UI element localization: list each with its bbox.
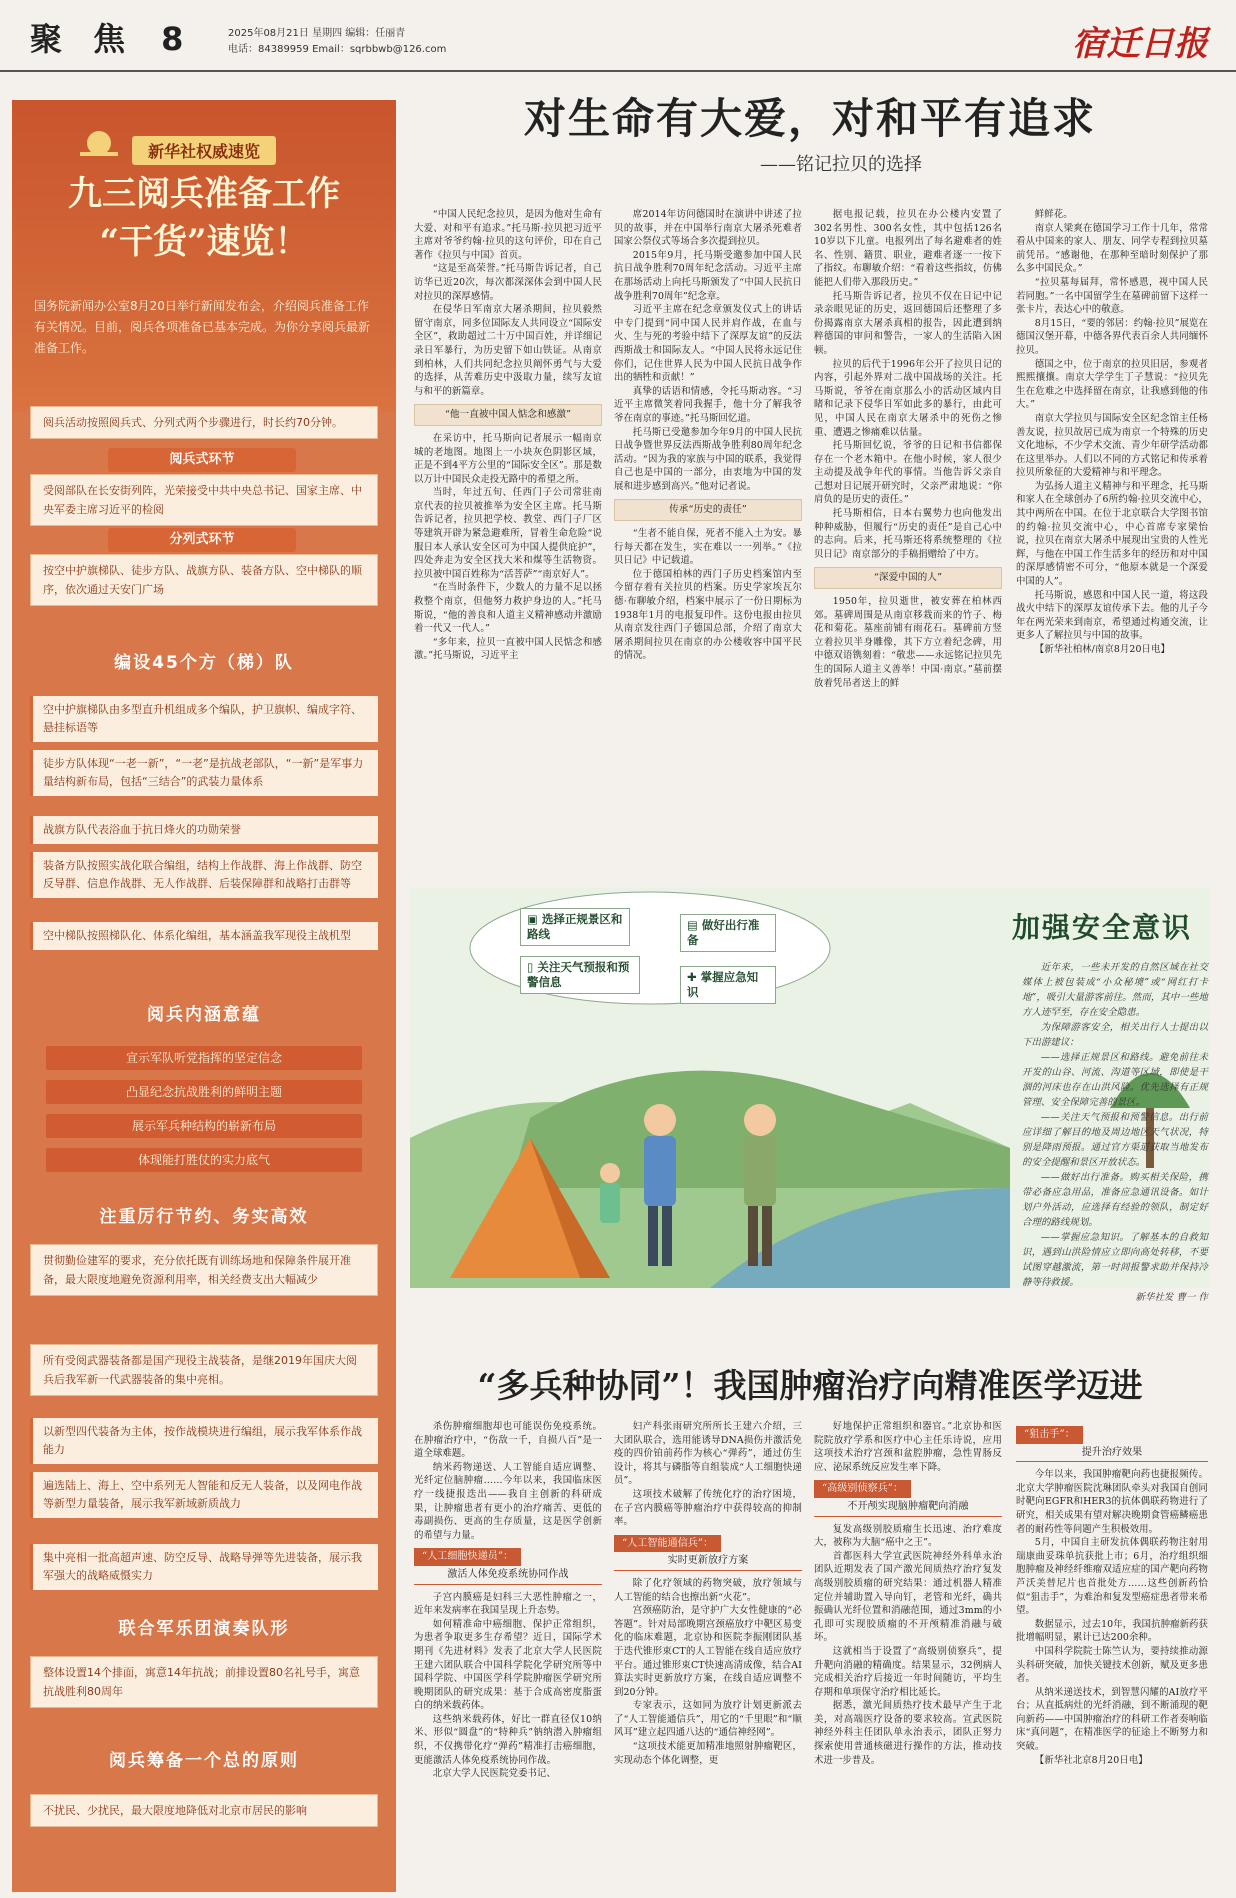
paragraph: 托马斯告诉记者，拉贝不仅在日记中记录亲眼见证的历史，返回德国后还整理了多份揭露南京大屠杀真相的报告，因此遭到纳粹德国的审问和警告，一家人的生活陷入困顿。 bbox=[814, 290, 1002, 356]
section-tag: “人工细胞快递员”： bbox=[414, 1548, 521, 1566]
article2-column-1 bbox=[414, 1420, 602, 1781]
paragraph: 当时，年过五旬、任西门子公司常驻南京代表的拉贝被推举为安全区主席。托马斯告诉记者，拉贝把学校、教堂、西门子厂区等建筑开辟为紧急避难所，冒着生命危险“说服日本人承认安全区可为中国人提供庇护”，四处奔走为安全区找大米和煤等生活物资。拉贝被中国百姓称为“活菩萨”“南京好人”。 bbox=[414, 487, 602, 580]
paragraph: 据悉，激光间质热疗技术最早产生于北美，对高端医疗设备的要求较高。宣武医院神经外科主任团队单永治表示，团队正努力探索使用普通核磁进行操作的方法，推动技术进一步普及。 bbox=[814, 1700, 1002, 1766]
paragraph: 1950年，拉贝逝世，被安葬在柏林西郊。墓碑周围是从南京移栽而来的竹子、梅花和菊花。墓座前铺有雨花石。墓碑前方竖立着拉贝半身雕像，其下方立着纪念碑，用中德双语镌刻着：“敬悲——永远铭记拉贝先生的国际人道主义善举！中国·南京。”墓前摆放着凭吊者送上的鲜 bbox=[814, 596, 1002, 689]
meaning-bar: 凸显纪念抗战胜利的鲜明主题 bbox=[46, 1080, 362, 1104]
formation-item: 战旗方队代表浴血于抗日烽火的功勋荣誉 bbox=[30, 816, 378, 844]
section-tag: “人工智能通信兵”： bbox=[614, 1535, 721, 1553]
section-tag: “狙击手”： bbox=[1016, 1426, 1083, 1444]
paragraph: 拉贝的后代于1996年公开了拉贝日记的内容，引起外界对二战中国战场的关注。托马斯说，爷爷在南京那么小的活动区域内目睹和记录下侵华日军如此多的暴行，由此可见，中国人民在南京大屠杀中的死伤之惨重、遭遇之惨痛难以估量。 bbox=[814, 358, 1002, 438]
illustration-text bbox=[1022, 960, 1208, 1305]
article2-column-4 bbox=[1016, 1420, 1208, 1767]
paragraph: 首都医科大学宣武医院神经外科单永治团队近期发表了国产激光间质热疗治疗复发高级别胶质瘤的研究结果：通过机器人精准定位并辅助置入导向钉，老管和光纤，确共振确认光纤位置和消融范围，通过3mm的小孔即可实现胶质瘤的不开颅精准消融与破坏。 bbox=[814, 1550, 1002, 1644]
masthead bbox=[0, 0, 1236, 72]
illustration-title: 加强安全意识 bbox=[1012, 911, 1193, 944]
paragraph: “中国人民纪念拉贝，是因为他对生命有大爱、对和平有追求。”托马斯·拉贝把习近平主席对爷爷约翰·拉贝的这句评价，印在自己著作《拉贝与中国》首页。 bbox=[414, 209, 602, 261]
paragraph: “这项技术能更加精准地照射肿瘤靶区，实现动态个体化调整，更 bbox=[614, 1741, 802, 1766]
paragraph: 托马斯说，感恩和中国人民一道，将这段战火中结下的深厚友谊传承下去。他的儿子今年在两光荣来到南京，希望通过构通交流，让更多人了解拉贝与中国的故事。 bbox=[1016, 589, 1208, 642]
sidebar-title: 九三阅兵准备工作 “干货”速览！ bbox=[68, 174, 340, 262]
section-subhead: 不开颅实现脑肿瘤靶向消融 bbox=[814, 1500, 1002, 1517]
paragraph: “多年来，拉贝一直被中国人民惦念和感激。”托马斯说，习近平主 bbox=[414, 636, 602, 662]
newspaper-logo: 宿迁日报 bbox=[1072, 24, 1208, 64]
paragraph: “拉贝墓每届拜，常怀感恩，视中国人民若同胞。”一名中国留学生在墓碑前留下这样一张卡片，表达心中的敬意。 bbox=[1016, 276, 1208, 316]
paragraph: 宫颈癌防治，是守护广大女性健康的“必答题”。针对局部晚期宫颈癌放疗中靶区易变化的临床难题，北京协和医院李振刚团队基于迭代锥形束CT的人工智能在线自适应放疗平台。通过锥形束CT快速高清成像，结合AI算法实时更新放疗方案，在线自适应调整不到20分钟。 bbox=[614, 1605, 802, 1698]
equipment-item: 遍选陆上、海上、空中系列无人智能和反无人装备，以及网电作战等新型力量装备，展示我军新域新质战力 bbox=[30, 1472, 378, 1518]
paragraph: ——掌握应急知识。了解基本的自救知识，遇到山洪险情应立即向高处转移，不要试图穿越激流，第一时间报警求助并保持冷静等待救援。 bbox=[1022, 1232, 1208, 1288]
article1-column-1 bbox=[414, 208, 602, 663]
page-number: 8 bbox=[161, 20, 194, 58]
principle-box: 不扰民、少扰民，最大限度地降低对北京市居民的影响 bbox=[30, 1794, 378, 1827]
paragraph: 据电报记载，拉贝在办公楼内安置了302名男性、300名女性，其中包括126名10岁以下儿童。电报列出了每名避难者的姓名、性别、籍贯、职业，避难者逐一一按下了指纹。布聊敏介绍：“看着这些指纹，仿佛能把人们带入那段历史。” bbox=[814, 209, 1002, 288]
guide-figure bbox=[744, 1104, 776, 1136]
equipment-box: 所有受阅武器装备都是国产现役主战装备，是继2019年国庆大阅兵后我军新一代武器装备的集中亮相。 bbox=[30, 1344, 378, 1396]
paragraph: 南京大学拉贝与国际安全区纪念馆主任杨善友说，拉贝故居已成为南京一个特殊的历史文化地标，不少学术交流、青少年研学活动都在这里举办。人们以不同的方式铭记和传承着拉贝所象征的大爱精神与和平理念。 bbox=[1016, 412, 1208, 479]
paragraph: 杀伤肿瘤细胞却也可能误伤免疫系统。在肿瘤治疗中，“伤敌一千，自损八百”是一道全球难题。 bbox=[414, 1421, 602, 1460]
frugal-heading: 注重厉行节约、务实高效 bbox=[99, 1207, 309, 1227]
weather-tip-bubble: ▯ 关注天气预报和预警信息 bbox=[520, 956, 640, 994]
paragraph: 为弘扬人道主义精神与和平理念，托马斯和家人在全球创办了6所约翰·拉贝交流中心，其中两所在中国。在位于北京联合大学图书馆的约翰·拉贝交流中心，中心首席专家梁怡说，拉贝在南京大屠杀中展现出宝贵的人性光辉，与他在中国工作生活多年的经历和对中国的深厚感情密不可分，“他原本就是一个深爱中国的人”。 bbox=[1016, 480, 1208, 588]
paragraph: 在侵华日军南京大屠杀期间，拉贝毅然留守南京，同多位国际友人共同设立“国际安全区”，救助超过二十万中国百姓，并详细记录日军暴行，为历史留下如山铁证。从南京到柏林，人们共同纪念拉贝阐怀勇气与大爱的选择，从苦难历史中汲取力量，续写友谊与和平的新篇章。 bbox=[414, 304, 602, 397]
emblem-icon bbox=[74, 128, 124, 158]
paragraph: 托马斯已受邀参加今年9月的中国人民抗日战争暨世界反法西斯战争胜利80周年纪念活动。“因为我的家族与中国的联系，我觉得自己也是中国的一部分，由衷地为中国的发展和进步感到高兴。”他对记者说。 bbox=[614, 426, 802, 492]
meaning-bar: 宣示军队听党指挥的坚定信念 bbox=[46, 1046, 362, 1070]
adult-figure bbox=[644, 1104, 676, 1136]
article1-column-3 bbox=[814, 208, 1002, 690]
sidebar-intro: 国务院新闻办公室8月20日举行新闻发布会，介绍阅兵准备工作有关情况。目前，阅兵各项准备已基本完成。为你分享阅兵最新准备工作。 bbox=[34, 299, 371, 355]
article1-column-2 bbox=[614, 208, 802, 663]
paragraph: 位于德国柏林的西门子历史档案馆内至今留存着有关拉贝的档案。历史学家埃瓦尔德·布聊敏介绍，档案中展示了一份日期标为1938年1月的电报复印件。这份电报由拉贝从南京发往西门子德国总部，介绍了南京大屠杀期间拉贝在南京的办公楼收容中国平民的情况。 bbox=[614, 568, 802, 662]
section-label: 聚 焦 8 bbox=[30, 20, 194, 58]
paragraph: 纳米药物递送、人工智能自适应调整、光纤定位脑肿瘤……今年以来，我国临床医疗一线捷报迭出——我自主创新的科研成果，让肿瘤患者有更小的治疗痛苦、更低的毒副损伤、更高的生存质量，这是医学创新的希望与力量。 bbox=[414, 1461, 602, 1541]
equipment-item: 集中亮相一批高超声速、防空反导、战略导弹等先进装备，展示我军强大的战略威慑实力 bbox=[30, 1544, 378, 1590]
meaning-heading: 阅兵内涵意蕴 bbox=[147, 1005, 261, 1025]
prep-tip-bubble: ▤ 做好出行准备 bbox=[680, 914, 776, 952]
sidebar-tag: 新华社权威速览 bbox=[132, 136, 276, 165]
map-icon: ▣ bbox=[527, 912, 542, 926]
meaning-bar: 展示军兵种结构的崭新布局 bbox=[46, 1114, 362, 1138]
review-box: 受阅部队在长安街列阵，光荣接受中共中央总书记、国家主席、中央军委主席习近平的检阅 bbox=[30, 474, 378, 526]
paragraph: 中国科学院院士陈竺认为，要持续推动源头科研突破，加快关键技术创新，赋及更多患者。 bbox=[1016, 1645, 1208, 1685]
paragraph: 近年来，一些未开发的自然区域在社交媒体上被包装成“小众秘境”或“网红打卡地”，吸引大量游客前往。然而，其中一些地方人迹罕至，存在安全隐患。 bbox=[1022, 962, 1208, 1018]
section-subhead: 提升治疗效果 bbox=[1016, 1446, 1208, 1463]
paragraph: 席2014年访问德国时在演讲中讲述了拉贝的故事，并在中国举行南京大屠杀死难者国家公祭仪式等场合多次提到拉贝。 bbox=[614, 209, 802, 248]
band-box: 整体设置14个排面，寓意14年抗战；前排设置80名礼号手，寓意抗战胜利80周年 bbox=[30, 1656, 378, 1708]
paragraph: 这就相当于设置了“高级别侦察兵”，提升靶向消融的精确度。结果显示，32例病人完成相关治疗后接近一年时间随访，平均生存期和单项保守治疗相比延长。 bbox=[814, 1645, 1002, 1698]
section-subhead: 实时更新放疗方案 bbox=[614, 1554, 802, 1571]
paragraph: 子宫内膜癌是妇科三大恶性肿瘤之一，近年来发病率在我国呈现上升态势。 bbox=[414, 1591, 602, 1617]
paragraph: 除了化疗领域的药物突破，放疗领域与人工智能的结合也擦出新“火花”。 bbox=[614, 1577, 802, 1603]
section-heading: 传承“历史的责任” bbox=[614, 499, 802, 521]
backpack-icon: ▤ bbox=[687, 918, 702, 932]
paragraph: 这些纳米载药体，好比一群直径仅10纳米、形似“圆盘”的“特种兵”钠纳潜入肿瘤组织，不仅携带化疗“弹药”精准打击癌细胞，更能激活人体免疫系统协同作战。 bbox=[414, 1713, 602, 1766]
route-tip-bubble: ▣ 选择正规景区和路线 bbox=[520, 908, 630, 946]
edition-info bbox=[228, 26, 446, 58]
formation-item: 空中护旗梯队由多型直升机组成多个编队，护卫旗帜、编成字符、悬挂标语等 bbox=[30, 696, 378, 742]
phone-icon: ▯ bbox=[527, 960, 538, 974]
meaning-bar: 体现能打胜仗的实力底气 bbox=[46, 1148, 362, 1172]
march-pill: 分列式环节 bbox=[108, 528, 296, 552]
paragraph: 专家表示，这如同为放疗计划更新派去了“人工智能通信兵”，用它的“千里眼”和“顺风耳”建立起四通八达的“通信神经网”。 bbox=[614, 1700, 802, 1739]
article1-column-4 bbox=[1016, 208, 1208, 657]
formation-item: 装备方队按照实战化联合编组，结构上作战群、海上作战群、防空反导群、信息作战群、无人作战群、后装保障群和战略打击群等 bbox=[30, 852, 378, 898]
paragraph: 8月15日，“要的邻居：约翰·拉贝”展览在德国汉堡开幕，中德各界代表百余人共同缅怀拉贝。 bbox=[1016, 317, 1208, 356]
paragraph: “这是至高荣誉。”托马斯告诉记者，自己访华已近20次，每次都深深体会到中国人民对拉贝的深厚感情。 bbox=[414, 263, 602, 302]
formation-item: 徒步方队体现“一老一新”，“一老”是抗战老部队，“一新”是军事力量结构新布局，包括“三结合”的武装力量体系 bbox=[30, 750, 378, 796]
paragraph: “生者不能自保，死者不能入土为安。暴行每天都在发生，实在难以一一列举。”《拉贝日记》中记载道。 bbox=[614, 528, 802, 567]
march-box: 按空中护旗梯队、徒步方队、战旗方队、装备方队、空中梯队的顺序，依次通过天安门广场 bbox=[30, 554, 378, 606]
paragraph: 2015年9月，托马斯受邀参加中国人民抗日战争胜利70周年纪念活动。习近平主席在那场活动上向托马斯颁发了“中国人民抗日战争胜利70周年”纪念章。 bbox=[614, 249, 802, 302]
band-heading: 联合军乐团演奏队形 bbox=[118, 1619, 290, 1639]
paragraph: 在采访中，托马斯向记者展示一幅南京城的老地图。地图上一小块灰色阴影区域，正是不到4平方公里的“国际安全区”。那是数以万计中国民众走投无路中的希望之所。 bbox=[414, 432, 602, 485]
paragraph: 托马斯回忆说，爷爷的日记和书信都保存在一个老木箱中。在他小时候，家人很少主动提及战争年代的事情。当他告诉父亲自己想对日记展开研究时，父亲严肃地说：“你肩负的是历史的责任。” bbox=[814, 440, 1002, 506]
paragraph: ——选择正规景区和路线。避免前往未开发的山谷、河流、沟道等区域，即使是干涸的河床也存在山洪风险。优先选择有正规管理、安全保障完善的景区。 bbox=[1022, 1052, 1208, 1108]
parade-sidebar bbox=[12, 100, 396, 1892]
paragraph: 今年以来，我国肿瘤靶向药也捷报频传。北京大学肿瘤医院沈琳团队牵头对我国自创同时靶向EGFR和HER3的抗体偶联药物进行了研究，相关成果有望对解决晚期食管癌鳞癌患者的耐药性等问题产生积极效用。 bbox=[1016, 1469, 1208, 1535]
principle-heading: 阅兵筹备一个总的原则 bbox=[109, 1751, 299, 1771]
paragraph: 为保障游客安全，相关出行人士提出以下出游建议： bbox=[1022, 1022, 1208, 1048]
paragraph: 从纳米递送技术，到智慧闪耀的AI放疗平台；从直抵病灶的光纤消融，到不断涌现的靶向新药——中国肿瘤治疗的科研工作者奏响临床“真问题”，在精准医学的征途上不断努力和突破。 bbox=[1016, 1686, 1208, 1753]
paragraph: 如何精准命中癌细胞、保护正常组织，为患者争取更多生存希望？近日，国际学术期刊《先进材料》发表了北京大学人民医院王建六团队联合中国科学院化学研究所等中国科学院、中国医学科学院肿瘤医学研究所晚期团队的研究成果：基于合成高密度脂蛋白的纳米载药体。 bbox=[414, 1618, 602, 1712]
duration-box: 阅兵活动按照阅兵式、分列式两个步骤进行，时长约70分钟。 bbox=[30, 406, 378, 439]
date-line: 2025年08月21日 星期四 编辑：任丽青 bbox=[228, 28, 406, 39]
paragraph: 德国之中，位于南京的拉贝旧居，参观者熙熙攘攘。南京大学学生丁子慧说：“拉贝先生在危难之中选择留在南京，让我感到他的伟大。” bbox=[1016, 358, 1208, 411]
equipment-item: 以新型四代装备为主体，按作战模块进行编组，展示我军体系作战能力 bbox=[30, 1418, 378, 1464]
paragraph: ——做好出行准备。购买相关保险，携带必备应急用品，准备应急通讯设备。如计划户外活动，应选择有经验的领队，制定好合理的路线规划。 bbox=[1022, 1172, 1208, 1228]
paragraph: 这项技术破解了传统化疗的治疗困境，在子宫内膜癌等肿瘤治疗中获得较高的抑制率。 bbox=[614, 1488, 802, 1528]
paragraph: 托马斯相信，日本右翼势力也向他发出种种威胁，但履行“历史的责任”是自己心中的志向。后来，托马斯还将系统整理的《拉贝日记》南京部分的手稿捐赠给了中方。 bbox=[814, 508, 1002, 560]
paragraph: 鲜鲜花。 bbox=[1034, 209, 1073, 220]
paragraph: 5月，中国自主研发抗体偶联药物注射用瑞康曲妥珠单抗获批上市；6月，治疗组织细胞肿瘤及神经纤维瘤双适应症的国产靶向药物芦沃美替尼片也首批处方……这些创新药恰似“狙击手”，为难治和复发型癌症患者带来希望。 bbox=[1016, 1537, 1208, 1617]
review-pill: 阅兵式环节 bbox=[108, 448, 296, 472]
article1-title: 对生命有大爱，对和平有追求 bbox=[523, 94, 1096, 143]
medkit-icon: ✚ bbox=[687, 970, 701, 984]
dateline: 【新华社北京8月20日电】 bbox=[1034, 1754, 1148, 1766]
paragraph: 数据显示，过去10年，我国抗肿瘤新药获批增幅明显，累计已达200余种。 bbox=[1016, 1618, 1209, 1644]
section-heading: “他一直被中国人惦念和感激” bbox=[414, 404, 602, 426]
section-subhead: 激活人体免疫系统协同作战 bbox=[414, 1568, 602, 1585]
formations-heading: 编设45个方（梯）队 bbox=[114, 653, 294, 673]
paragraph: 妇产科张雨研究所所长王建六介绍，三大团队联合，选用能诱导DNA损伤并激活免疫的四价铂前药作为核心“弹药”，通过仿生设计，将其与磷脂等自组装成“人工细胞快递员”。 bbox=[614, 1421, 802, 1487]
formation-item: 空中梯队按照梯队化、体系化编组，基本涵盖我军现役主战机型 bbox=[30, 922, 378, 950]
dateline: 【新华社柏林/南京8月20日电】 bbox=[1034, 644, 1170, 655]
paragraph: 复发高级别胶质瘤生长迅速、治疗难度大，被称为大脑“癌中之王”。 bbox=[814, 1523, 1002, 1549]
child-figure bbox=[600, 1163, 620, 1183]
paragraph: 南京人梁爽在德国学习工作十几年，常常看从中国来的家人、朋友、同学专程到拉贝墓前凭吊。“感谢他，在那种至暗时刻保护了那么多中国民众。” bbox=[1016, 222, 1208, 275]
frugal-box: 贯彻勤俭建军的要求，充分依托既有训练场地和保障条件展开准备，最大限度地避免资源利用率，相关经费支出大幅减少 bbox=[30, 1244, 378, 1296]
paragraph: 习近平主席在纪念章颁发仪式上的讲话中专门提到“同中国人民并肩作战，在血与火、生与死的考验中结下了深厚友谊”的反法西斯战士和国际友人。“中国人民将永远记住你们，记住世界人民为中国人民抗日战争作出的牺牲和贡献！” bbox=[614, 304, 802, 384]
contact-line: 电话：84389959 Email：sqrbbwb@126.com bbox=[228, 44, 447, 55]
article2-column-3 bbox=[814, 1420, 1002, 1767]
credit: 新华社发 曹一 作 bbox=[1135, 1292, 1208, 1303]
sidebar-header bbox=[12, 100, 396, 412]
article2-column-2 bbox=[614, 1420, 802, 1767]
paragraph: 北京大学人民医院党委书记、 bbox=[432, 1768, 556, 1780]
paragraph: ——关注天气预报和预警信息。出行前应详细了解目的地及周边地区天气状况，特别是降雨预报。通过官方渠道获取当地发布的安全提醒和景区开放状态。 bbox=[1022, 1112, 1208, 1168]
paragraph: “在当时条件下，少数人的力量不足以拯救整个南京，但他努力救护身边的人。”托马斯说，“他的善良和人道主义精神感动并激励着一代又一代人。” bbox=[414, 582, 602, 635]
section-tag: “高级别侦察兵”： bbox=[814, 1480, 911, 1498]
paragraph: 好地保护正常组织和器官。”北京协和医院院放疗学系和医疗中心主任乐诗说，应用这项技术治疗宫颈和盆腔肿瘤，急性胃肠反应、泌尿系统反应发生率下降。 bbox=[814, 1421, 1002, 1473]
paragraph: 真挚的话语和情感，令托马斯动容。“习近平主席微笑着同我握手，他十分了解我爷爷在南京的事迹。”托马斯回忆道。 bbox=[614, 385, 802, 424]
article1-subtitle: ——铭记拉贝的选择 bbox=[760, 154, 922, 175]
article2-title: “多兵种协同”！我国肿瘤治疗向精准医学迈进 bbox=[477, 1366, 1143, 1405]
section-heading: “深爱中国的人” bbox=[814, 567, 1002, 589]
knowledge-tip-bubble: ✚ 掌握应急知识 bbox=[680, 966, 776, 1004]
